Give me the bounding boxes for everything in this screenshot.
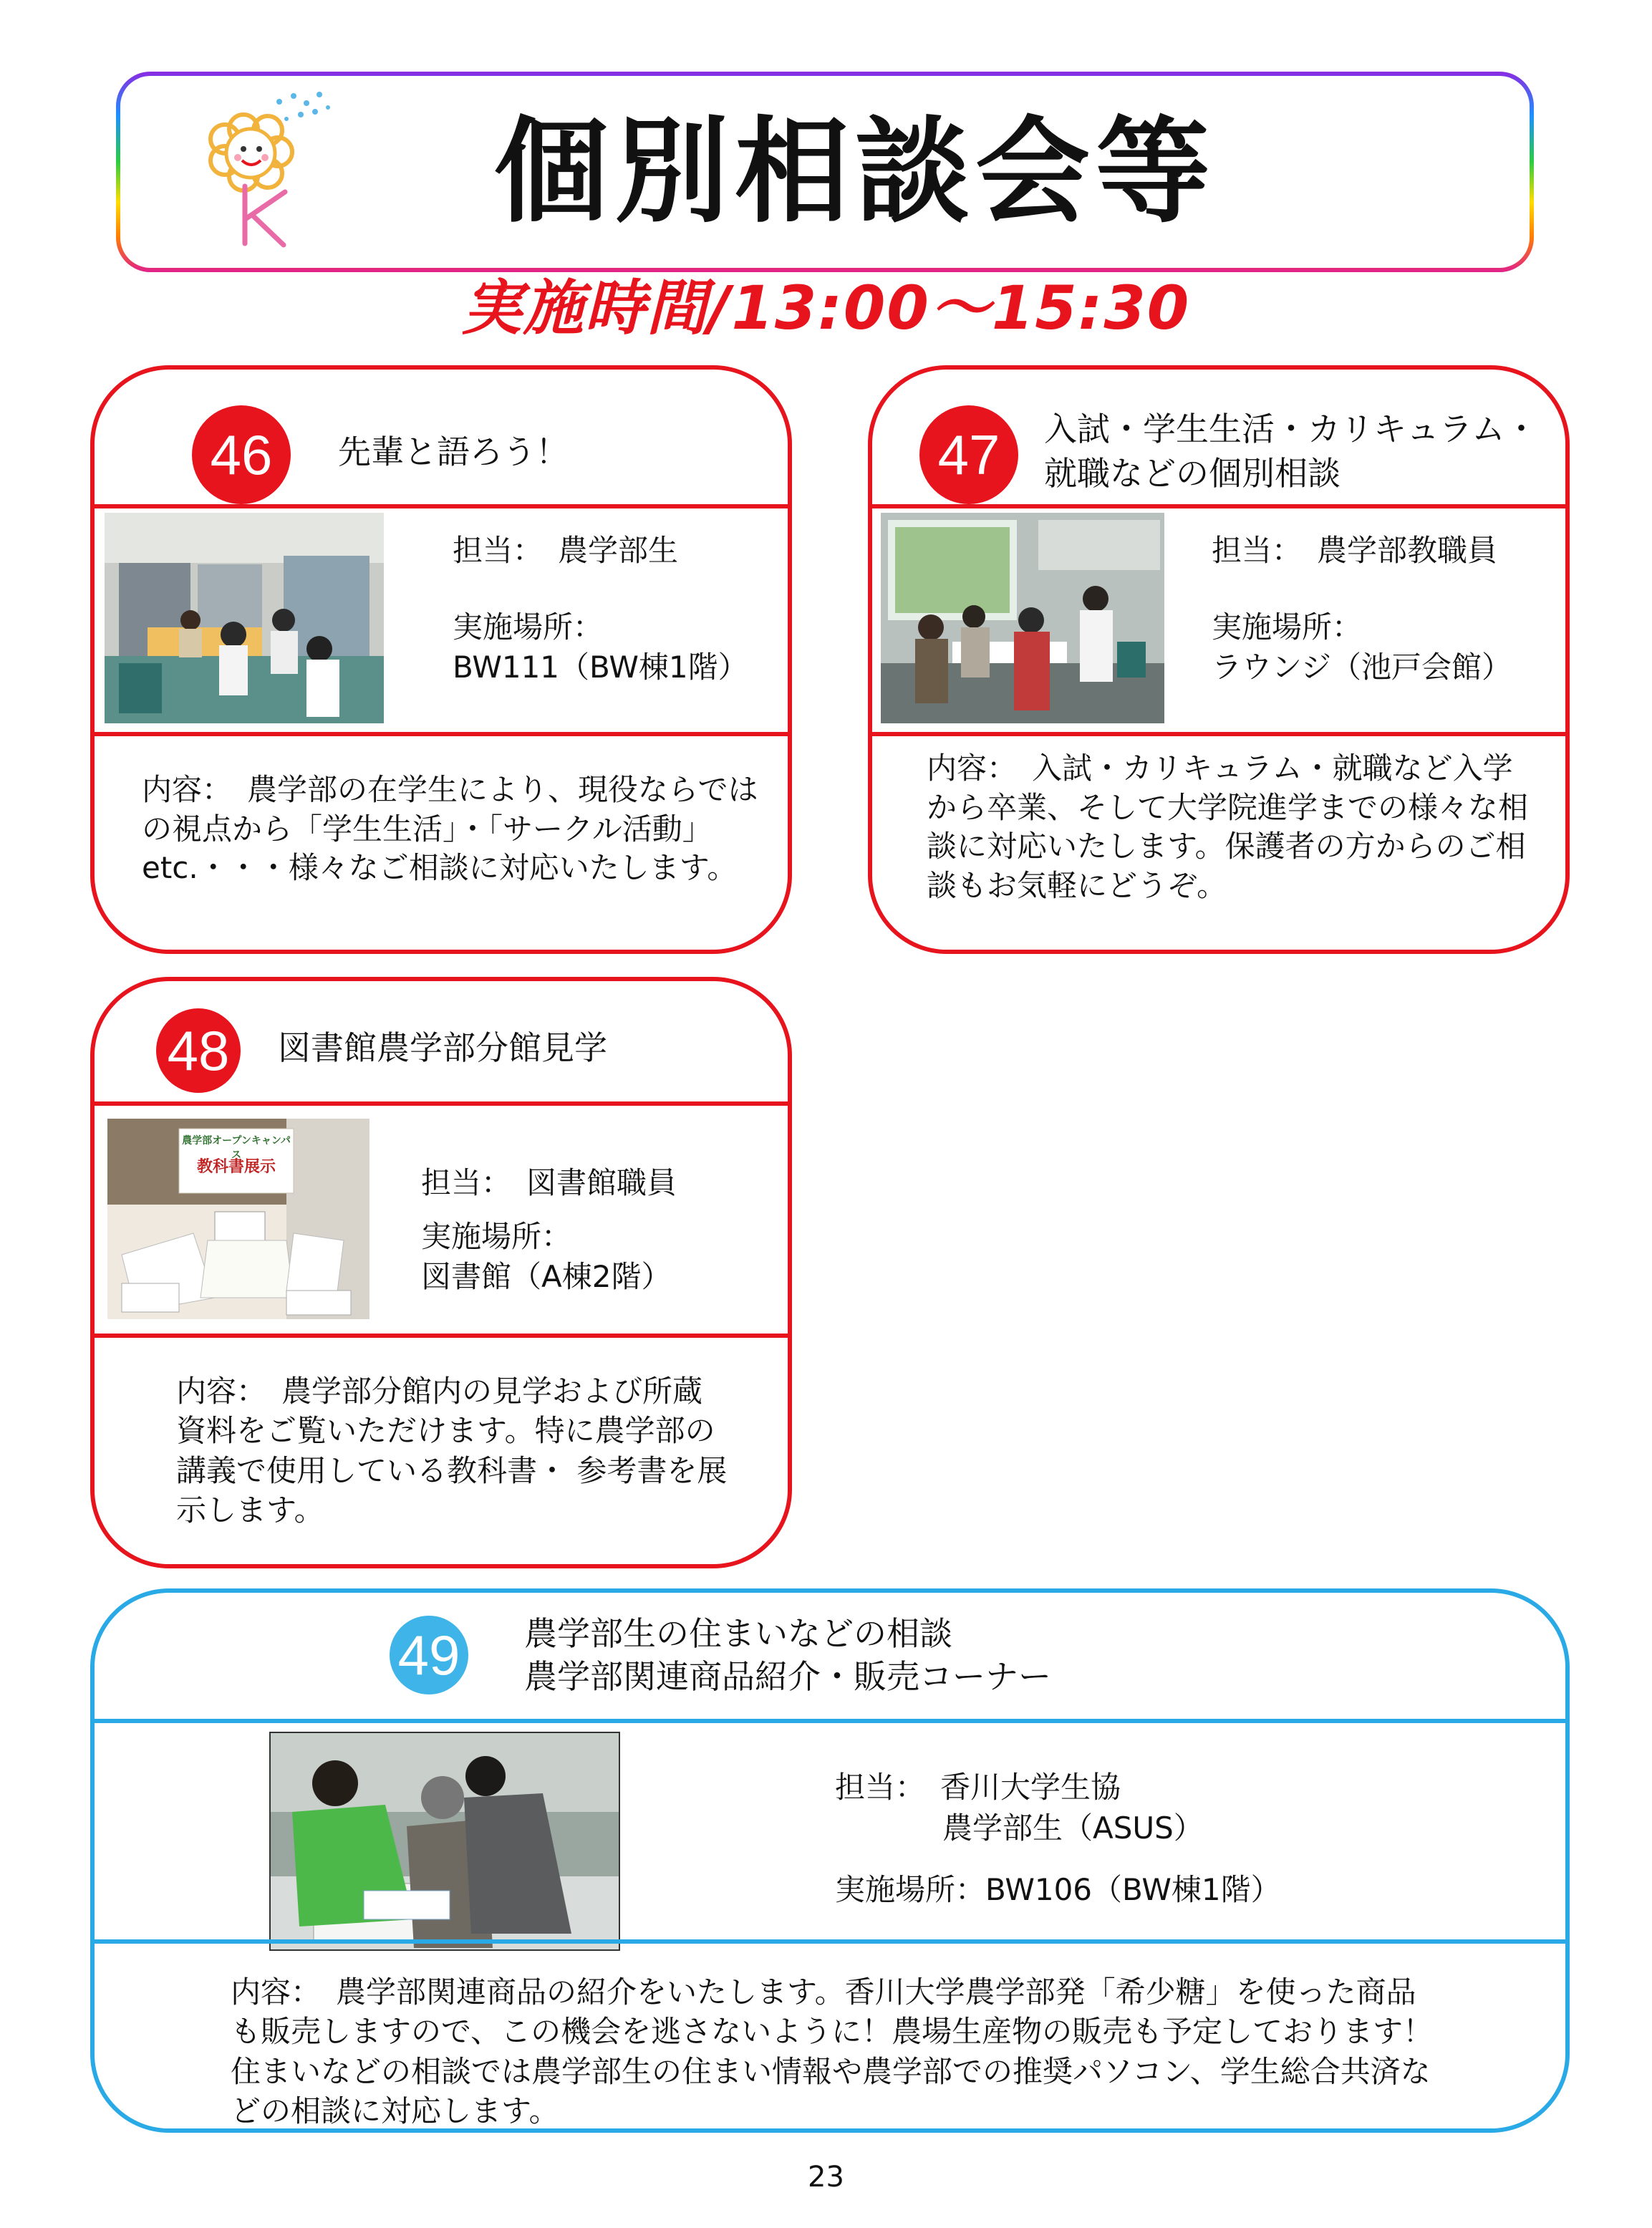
photo-textbook-exhibit <box>107 1119 369 1319</box>
number-badge: 48 <box>156 1008 241 1093</box>
card-content: 内容： 農学部関連商品の紹介をいたします。香川大学農学部発「希少糖」を使った商品も販売しますので、この機会を逃さないように！農場生産物の販売も予定しております！住まいなどの相談では農学部生の住まい情報や農学部での推奨パソコン、学生総合共済などの相談に対応します。 <box>231 1974 1434 2129</box>
exhibit-sign-top: 農学部オープンキャンパス <box>182 1135 291 1161</box>
page-title: 個別相談会等 <box>494 105 1217 238</box>
staff-text-2: 農学部生（ASUS） <box>942 1810 1204 1846</box>
card-content: 内容： 農学部の在学生により、現役ならではの視点から「学生生活」・「サークル活動」etc.・・・様々なご相談に対応いたします。 <box>142 772 758 886</box>
staff-text: 担当： 図書館職員 <box>421 1165 677 1200</box>
photo-coop-consultation <box>269 1732 620 1951</box>
flower-logo-icon <box>193 86 337 251</box>
place-text: BW111（BW棟1階） <box>453 650 748 685</box>
card-divider <box>95 1719 1565 1723</box>
place-text: 図書館（A棟2階） <box>421 1259 672 1295</box>
card-divider <box>95 732 788 736</box>
card-48 <box>90 977 792 1568</box>
card-info <box>835 1768 1281 1911</box>
card-divider <box>95 1334 788 1338</box>
card-title: 入試・学生生活・カリキュラム・就職などの個別相談 <box>1044 410 1538 493</box>
photo-lounge-consultation <box>881 513 1164 723</box>
card-49 <box>90 1588 1570 2133</box>
place-text: ラウンジ（池戸会館） <box>1212 650 1512 685</box>
number-badge: 46 <box>192 405 291 504</box>
place-label: 実施場所： <box>421 1218 572 1254</box>
number-badge: 49 <box>390 1616 468 1694</box>
card-info <box>1212 531 1512 688</box>
card-content: 内容： 入試・カリキュラム・就職など入学から卒業、そして大学院進学までの様々な相談に対応いたします。保護者の方からのご相談もお気軽にどうぞ。 <box>927 751 1529 903</box>
card-info <box>453 531 748 688</box>
session-time: 実施時間/13:00～15:30 <box>461 273 1191 343</box>
card-47 <box>868 365 1570 954</box>
card-divider <box>95 1939 1565 1944</box>
staff-text: 担当： 農学部教職員 <box>1212 533 1498 568</box>
card-divider <box>95 1101 788 1106</box>
card-title: 先輩と語ろう！ <box>338 433 569 471</box>
page-number: 23 <box>808 2161 844 2194</box>
photo-students-meeting <box>105 513 384 723</box>
card-divider <box>872 504 1565 508</box>
card-content: 内容： 農学部分館内の見学および所蔵資料をご覧いただけます。特に農学部の講義で使用している教科書・ 参考書を展示します。 <box>176 1374 728 1528</box>
staff-text: 担当： 香川大学生協 <box>835 1770 1121 1805</box>
card-divider <box>872 732 1565 736</box>
card-title: 図書館農学部分館見学 <box>278 1028 607 1067</box>
card-info <box>421 1163 677 1298</box>
exhibit-sign: 教科書展示 <box>196 1158 276 1176</box>
place-label: 実施場所： <box>1212 609 1363 645</box>
card-title-line2: 農学部関連商品紹介・販売コーナー <box>524 1657 1051 1696</box>
card-divider <box>95 504 788 508</box>
place-text: 実施場所：BW106（BW棟1階） <box>835 1872 1281 1908</box>
number-badge: 47 <box>919 405 1018 504</box>
card-46 <box>90 365 792 954</box>
place-label: 実施場所： <box>453 609 604 645</box>
card-title-line1: 農学部生の住まいなどの相談 <box>524 1614 952 1653</box>
staff-text: 担当： 農学部生 <box>453 533 679 568</box>
